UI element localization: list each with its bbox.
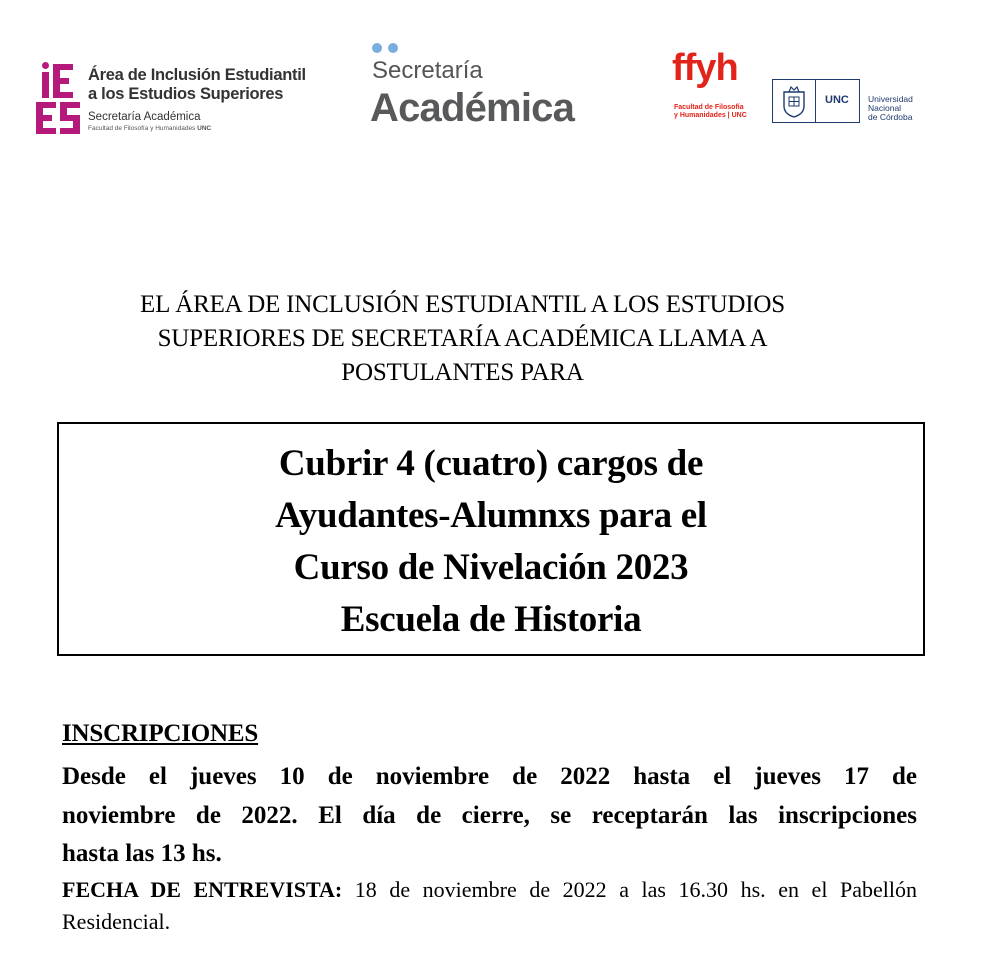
intro-line: SUPERIORES DE SECRETARÍA ACADÉMICA LLAMA A — [157, 325, 768, 352]
inscripciones-line: hasta las 13 hs. — [62, 840, 222, 867]
iee-title: Área de Inclusión Estudiantil a los Estudios Superiores — [88, 66, 306, 103]
iee-tagline: Facultad de Filosofía y Humanidades UNC — [88, 125, 212, 132]
title-line: Escuela de Historia — [340, 599, 642, 640]
call-intro — [60, 288, 865, 390]
inscripciones-line: noviembre de 2022. El día de cierre, se receptarán las inscripciones — [62, 801, 917, 829]
interview-info — [62, 874, 917, 938]
iee-mark-icon — [36, 58, 82, 136]
iee-subtitle: Secretaría Académica — [88, 111, 201, 123]
secretaria-academica-logo — [372, 40, 612, 135]
intro-line: POSTULANTES PARA — [341, 359, 584, 386]
title-line: Cubrir 4 (cuatro) cargos de — [278, 443, 704, 484]
title-line: Ayudantes-Alumnxs para el — [275, 495, 707, 536]
dots-icon — [372, 40, 404, 58]
ffyh-subtitle: Facultad de Filosofía y Humanidades | UNC — [674, 104, 747, 119]
unc-name: Universidad Nacional de Córdoba — [868, 94, 913, 122]
unc-crest-icon — [781, 86, 807, 118]
interview-date: 18 de noviembre de 2022 a las 16.30 hs. en el Pabellón — [342, 877, 917, 902]
sa-logo-line1: Secretaría — [372, 57, 483, 84]
ffyh-logo — [670, 46, 762, 126]
inscripciones-line: Desde el jueves 10 de noviembre de 2022 hasta el jueves 17 de — [62, 763, 917, 790]
sa-logo-line2: Académica — [370, 86, 575, 130]
title-line: Curso de Nivelación 2023 — [293, 547, 689, 588]
interview-line: Residencial. — [62, 909, 171, 934]
interview-label: FECHA DE ENTREVISTA: — [62, 877, 343, 902]
intro-line: EL ÁREA DE INCLUSIÓN ESTUDIANTIL A LOS ESTUDIOS — [140, 291, 785, 318]
iee-logo — [36, 58, 326, 138]
inscripciones-dates — [62, 758, 917, 874]
unc-abbreviation: UNC — [825, 94, 849, 106]
interview-line — [62, 874, 917, 906]
inscripciones-heading: INSCRIPCIONES — [62, 720, 259, 747]
ffyh-wordmark: ffyh — [672, 47, 738, 89]
position-title-box — [57, 422, 925, 656]
unc-logo-box — [772, 79, 860, 123]
unc-logo — [772, 79, 922, 125]
